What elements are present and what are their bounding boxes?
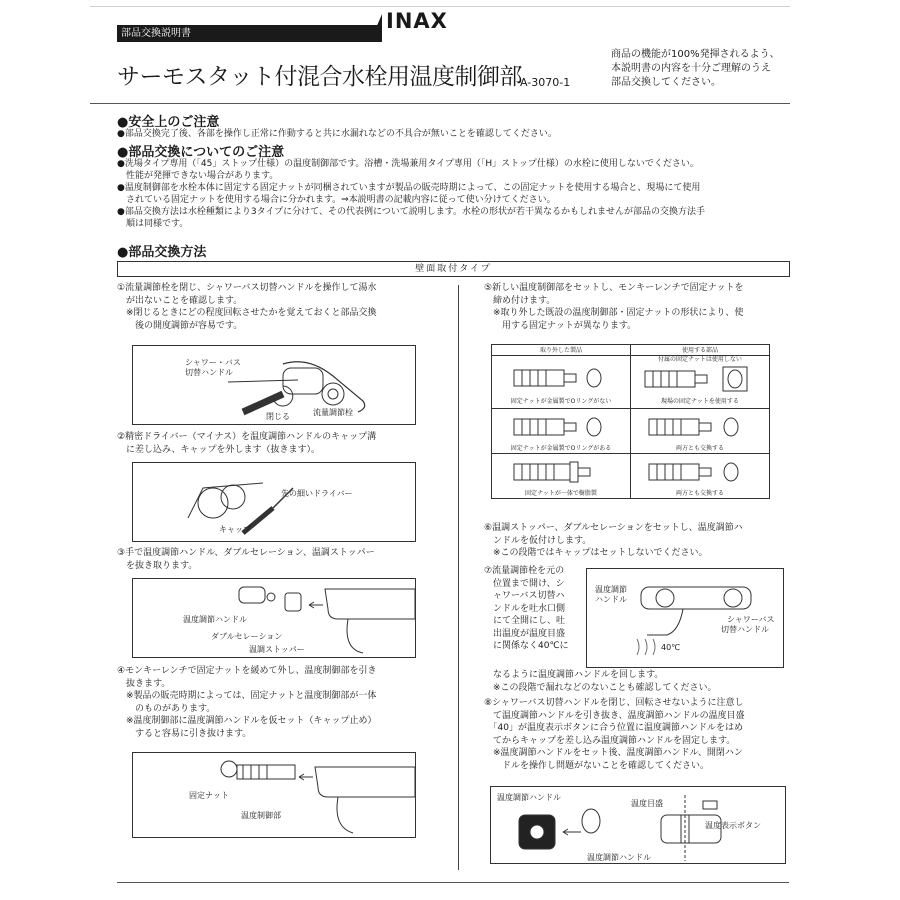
notice-line: 本説明書の内容を十分ご理解のうえ: [611, 63, 771, 74]
figure-label: キャップ: [219, 525, 251, 534]
table-cell-caption: 両方とも交換する: [675, 490, 724, 497]
brand-logo: INAX: [386, 9, 448, 33]
figure-step-4: [132, 752, 416, 838]
figure-label: ダブルセレーション: [211, 632, 283, 641]
step-line: ンドルを吐水口側: [484, 603, 566, 614]
figure-label: 温度制御部: [241, 811, 281, 820]
table-cell: [631, 409, 770, 454]
figure-step-2: [132, 462, 416, 542]
step-line: に関係なく40℃に: [484, 641, 569, 651]
step-7: [484, 565, 594, 653]
screwdriver-cap-illustration: [133, 463, 415, 541]
table-cell: [631, 356, 770, 409]
caution-line: されている固定ナットを使用する場合に分かれます。⇒本説明書の記載内容に従って使い分けてください。: [117, 195, 556, 205]
header-rule: [90, 103, 790, 104]
bottom-rule: [117, 882, 789, 883]
model-number: A-3070-1: [520, 76, 571, 89]
table-cell-caption: 固定ナットが金属製でOリングがない: [510, 398, 612, 405]
parts-table: [491, 344, 770, 499]
document-type-label: 部品交換説明書: [121, 28, 191, 39]
step-line: のものがあります。: [117, 703, 216, 714]
caution-line: ●部品交換方法は水栓種類により3タイプに分けて、その代表例について説明します。水栓の形状が若干異なるかもしれませんが部品の交換方法手: [117, 207, 706, 217]
step-line: ③手で温度調節ハンドル、ダブルセレーション、温調ストッパー: [117, 548, 375, 558]
control-part-icon: [631, 409, 769, 443]
table-header: 取り外した製品: [492, 345, 631, 356]
step-5: [484, 282, 789, 332]
table-note: 付属の固定ナットは使用しない: [658, 356, 742, 363]
step-line: 出温度が温度目盛: [484, 628, 566, 639]
control-part-icon: [492, 454, 630, 488]
figure-label: 40℃: [661, 643, 681, 652]
caution-line: 順は同様です。: [117, 219, 189, 229]
step-3: [117, 547, 452, 572]
step-2: [117, 431, 452, 456]
figure-label: 温度調節ハンドル: [183, 615, 247, 624]
table-cell-caption: 両方とも交換する: [675, 445, 724, 452]
figure-label: 温度調節ハンドル: [497, 793, 561, 802]
figure-label: ハンドル: [595, 595, 627, 604]
step-line: 「40」が温度表示ボタンに合う位置に温度調節ハンドルをはめ: [484, 723, 743, 733]
table-cell-caption: 固定ナットが一体で樹脂製: [525, 490, 597, 497]
step-line: が出ないことを確認します。: [117, 295, 243, 306]
step-line: 位置まで開け、シ: [484, 578, 565, 589]
step-line: ンドルを仮付けします。: [484, 535, 592, 546]
step-line: にて全開にし、吐: [484, 616, 566, 626]
step-line: 後の開度調節が容易です。: [117, 320, 243, 331]
table-header: 使用する部品: [631, 345, 770, 356]
figure-label: 温調ストッパー: [249, 645, 305, 654]
step-line: ※この段階で漏れなどのないことも確認してください。: [484, 682, 717, 693]
step-line: て温度調節ハンドルを引き抜き、温度調節ハンドルの温度目盛: [484, 710, 745, 721]
table-cell-caption: 現場の固定ナットを使用する: [661, 398, 739, 405]
caution-line: ●洗場タイプ専用（「45」ストップ仕様）の温度制御部です。浴槽・洗場兼用タイプ専用（「H」ストップ仕様）の水栓に使用しないでください。: [117, 159, 699, 169]
step-line: ※この段階ではキャップはセットしないでください。: [484, 548, 708, 558]
notice-line: 部品交換してください。: [611, 77, 721, 88]
figure-label: シャワーバス: [727, 615, 775, 624]
figure-step-1: [132, 345, 416, 425]
control-unit-removal-illustration: [133, 753, 415, 837]
step-line: ⑦流量調節栓を元の: [484, 566, 565, 576]
figure-label: 温度調節: [595, 585, 627, 594]
table-cell: [492, 356, 631, 409]
control-part-icon: [492, 356, 630, 396]
step-line: ④モンキーレンチで固定ナットを緩めて外し、温度制御部を引き: [117, 666, 377, 676]
figure-label: 固定ナット: [189, 791, 229, 800]
step-line: なるように温度調節ハンドルを回します。: [484, 670, 664, 680]
table-cell: [631, 454, 770, 499]
step-line: ⑤新しい温度制御部をセットし、モンキーレンチで固定ナットを: [484, 283, 744, 293]
step-line: ②精密ドライバー（マイナス）を温度調節ハンドルのキャップ溝: [117, 432, 377, 442]
brand-slash-mark: [370, 14, 382, 42]
table-cell: [492, 454, 631, 499]
step-line: ※製品の販売時期によっては、固定ナットと温度制御部が一体: [117, 691, 377, 701]
step-line: すると容易に引き抜けます。: [117, 728, 252, 739]
control-part-icon: [631, 363, 769, 396]
figure-label: 温度目盛: [631, 799, 663, 808]
step-line: ※温度制御部に温度調節ハンドルを仮セット（キャップ止め）: [117, 716, 377, 726]
figure-label: 切替ハンドル: [185, 368, 233, 377]
header-notice: [611, 48, 796, 90]
step-line: てからキャップを差し込み温度調節ハンドルを固定します。: [484, 735, 736, 746]
step-line: 用する固定ナットが異なります。: [484, 320, 637, 331]
step-line: 抜きます。: [117, 678, 171, 689]
step-line: を抜き取ります。: [117, 560, 198, 571]
step-1: [117, 282, 452, 332]
figure-step-7: [586, 568, 784, 668]
control-part-icon: [492, 409, 630, 443]
step-line: ャワーバス切替ハ: [484, 591, 565, 601]
figure-step-8: [490, 786, 786, 864]
top-rule: [90, 6, 790, 7]
figure-label: 流量調節栓: [313, 408, 353, 417]
figure-label: 閉じる: [266, 412, 290, 421]
figure-label: 先の細いドライバー: [281, 489, 353, 498]
notice-line: 商品の機能が100%発揮されるよう、: [611, 49, 780, 60]
step-line: 締め付けます。: [484, 295, 556, 306]
step-line: ※取り外した既設の温度制御部・固定ナットの形状により、使: [484, 308, 744, 318]
document-type-bar: [117, 25, 379, 42]
step-8: [484, 697, 789, 772]
page-title: サーモスタット付混合水栓用温度制御部: [117, 64, 522, 90]
step-line: ドルを操作し問題がないことを確認してください。: [484, 760, 710, 771]
safety-line: ●部品交換完了後、各部を操作し正常に作動すると共に水漏れなどの不具合が無いことを確認してください。: [117, 129, 557, 139]
step-4: [117, 665, 452, 740]
step-line: ①流量調節栓を閉じ、シャワーバス切替ハンドルを操作して湯水: [117, 283, 377, 293]
step-line: ※温度調節ハンドルをセット後、温度調節ハンドル、開閉ハン: [484, 748, 743, 758]
figure-label: 温度表示ボタン: [705, 821, 761, 830]
method-heading: ●部品交換方法: [117, 245, 207, 260]
caution-line: ●温度制御部を水栓本体に固定する固定ナットが同梱されていますが製品の販売時期によって、この固定ナットを使用する場合と、現場にて使用: [117, 183, 701, 193]
table-cell-caption: 固定ナットが金属製でOリングがある: [510, 445, 612, 452]
step-line: ⑥温調ストッパー、ダブルセレーションをセットし、温度調節ハ: [484, 523, 743, 533]
figure-label: シャワー・バス: [185, 358, 241, 367]
figure-step-3: [132, 578, 416, 658]
step-6: [484, 522, 789, 560]
control-part-icon: [631, 454, 769, 488]
step-line: に差し込み、キャップを外します（抜きます）。: [117, 444, 321, 455]
caution-heading: ●部品交換についてのご注意: [117, 145, 285, 160]
install-type-banner: 壁面取付タイプ: [117, 261, 790, 277]
figure-label: 温度調節ハンドル: [587, 853, 651, 862]
caution-body: [117, 158, 797, 230]
step-line: ⑧シャワーバス切替ハンドルを閉じ、回転させないように注意し: [484, 698, 744, 708]
table-cell: [492, 409, 631, 454]
figure-label: 切替ハンドル: [721, 625, 769, 634]
step-line: ※閉じるときにどの程度回転させたかを覚えておくと部品交換: [117, 308, 377, 318]
step-7-continued: [484, 669, 789, 694]
safety-heading: ●安全上のご注意: [117, 115, 220, 130]
column-divider: [458, 285, 459, 870]
caution-line: 性能が発揮できない場合があります。: [117, 171, 279, 181]
